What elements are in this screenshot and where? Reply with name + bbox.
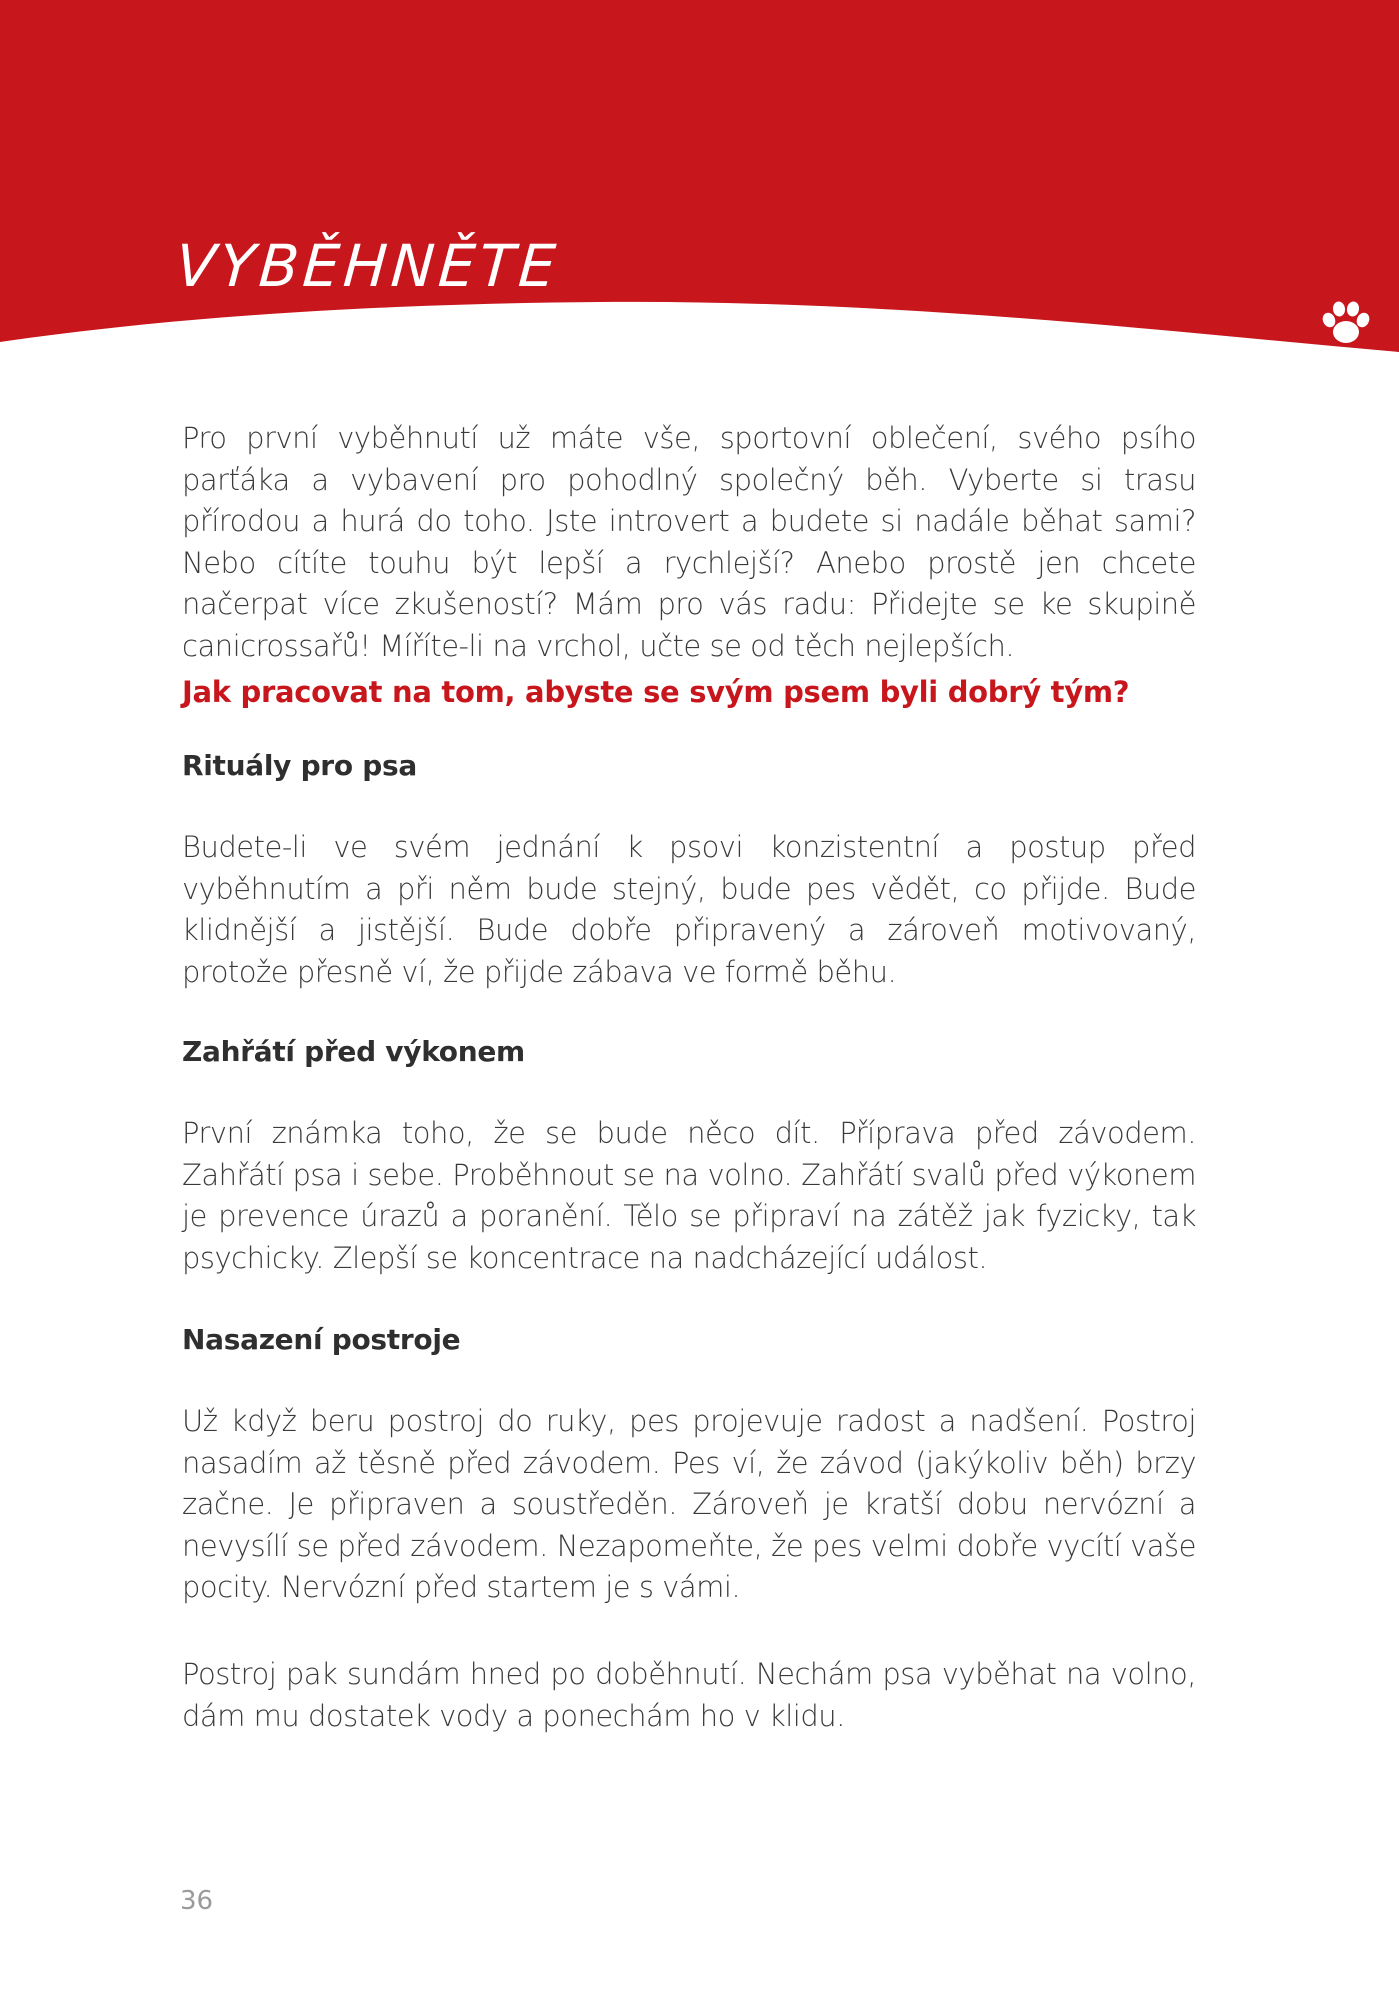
page-number: 36 xyxy=(180,1886,214,1916)
heading-rituals: Rituály pro psa xyxy=(182,749,417,782)
paragraph-harness: Už když beru postroj do ruky, pes projevuje radost a nadšení. Postroj nasadím až těsně před závodem. Pes ví, že závod (jakýkoliv běh) brzy začne. Je připraven a soustředěn. Zároveň je kratší dobu nervózní a nevysílí se před závodem. Nezapomeňte, že pes velmi dobře vycítí vaše pocity. Nervózní před startem je s vámi. xyxy=(182,1404,1196,1604)
intro-paragraph: Pro první vyběhnutí už máte vše, sportovní oblečení, svého psího parťáka a vybavení pro pohodlný společný běh. Vyberte si trasu přírodou a hurá do toho. Jste introvert a budete si nadále běhat sami? Nebo cítíte touhu být lepší a rychlejší? Anebo prostě jen chcete načerpat více zkušeností? Mám pro vás radu: Přidejte se ke skupině canicrossařů! Míříte-li na vrchol, učte se od těch nejlepších. xyxy=(182,421,1196,663)
header-banner xyxy=(0,0,1399,360)
paragraph-warmup: První známka toho, že se bude něco dít. Příprava před závodem. Zahřátí psa i sebe. Proběhnout se na volno. Zahřátí svalů před výkonem je prevence úrazů a poranění. Tělo se připraví na zátěž jak fyzicky, tak psychicky. Zlepší se koncentrace na nadcházející událost. xyxy=(182,1116,1196,1275)
paragraph-rituals: Budete-li ve svém jednání k psovi konzistentní a postup před vyběhnutím a při něm bude stejný, bude pes vědět, co přijde. Bude klidnější a jistější. Bude dobře připravený a zároveň motivovaný, protože přesně ví, že přijde zábava ve formě běhu. xyxy=(182,830,1196,989)
paragraph-harness-removal: Postroj pak sundám hned po doběhnutí. Nechám psa vyběhat na volno, dám mu dostatek vody a ponechám ho v klidu. xyxy=(182,1657,1196,1733)
heading-warmup: Zahřátí před výkonem xyxy=(182,1035,525,1068)
heading-harness: Nasazení postroje xyxy=(182,1323,461,1356)
paw-icon xyxy=(1316,296,1372,352)
section-question: Jak pracovat na tom, abyste se svým psem byli dobrý tým? xyxy=(182,675,1130,709)
page-title: VYBĚHNĚTE xyxy=(173,232,562,300)
